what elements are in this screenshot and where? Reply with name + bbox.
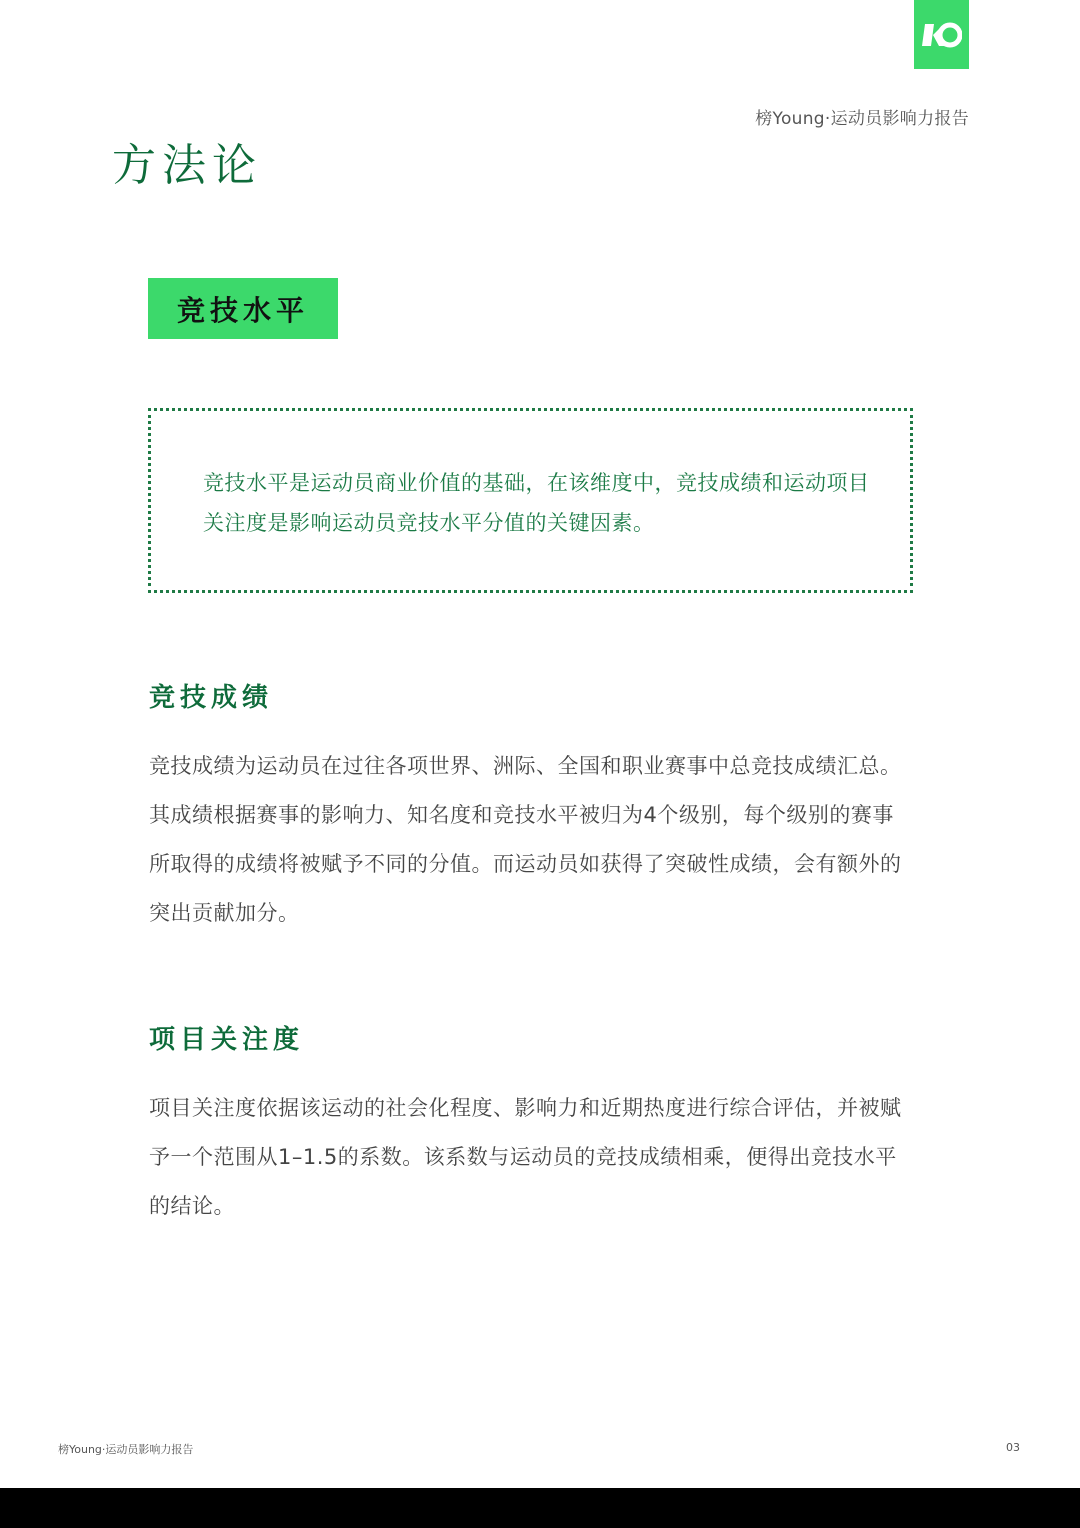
section-tag (148, 278, 338, 339)
subsection-body-performance: 竞技成绩为运动员在过往各项世界、洲际、全国和职业赛事中总竞技成绩汇总。其成绩根据赛事的影响力、知名度和竞技水平被归为4个级别，每个级别的赛事所取得的成绩将被赋予不同的分值。而运动员如获得了突破性成绩，会有额外的突出贡献加分。 (149, 754, 902, 925)
callout-box (148, 408, 913, 593)
ko-logo-icon (922, 20, 962, 50)
brand-logo (914, 0, 969, 69)
page-heading: 方法论 (112, 140, 262, 191)
report-title: 榜Young·运动员影响力报告 (755, 109, 969, 129)
bottom-bar (0, 1488, 1080, 1528)
subsection-title-performance: 竞技成绩 (149, 683, 274, 713)
footer-title: 榜Young·运动员影响力报告 (58, 1443, 194, 1456)
page-number: 03 (1006, 1441, 1020, 1454)
subsection-title-attention: 项目关注度 (149, 1025, 305, 1055)
callout-text: 竞技水平是运动员商业价值的基础，在该维度中，竞技成绩和运动项目关注度是影响运动员竞技水平分值的关键因素。 (203, 471, 870, 535)
subsection-body-attention: 项目关注度依据该运动的社会化程度、影响力和近期热度进行综合评估，并被赋予一个范围从1–1.5的系数。该系数与运动员的竞技成绩相乘，便得出竞技水平的结论。 (149, 1096, 902, 1218)
section-tag-label: 竞技水平 (176, 293, 309, 327)
